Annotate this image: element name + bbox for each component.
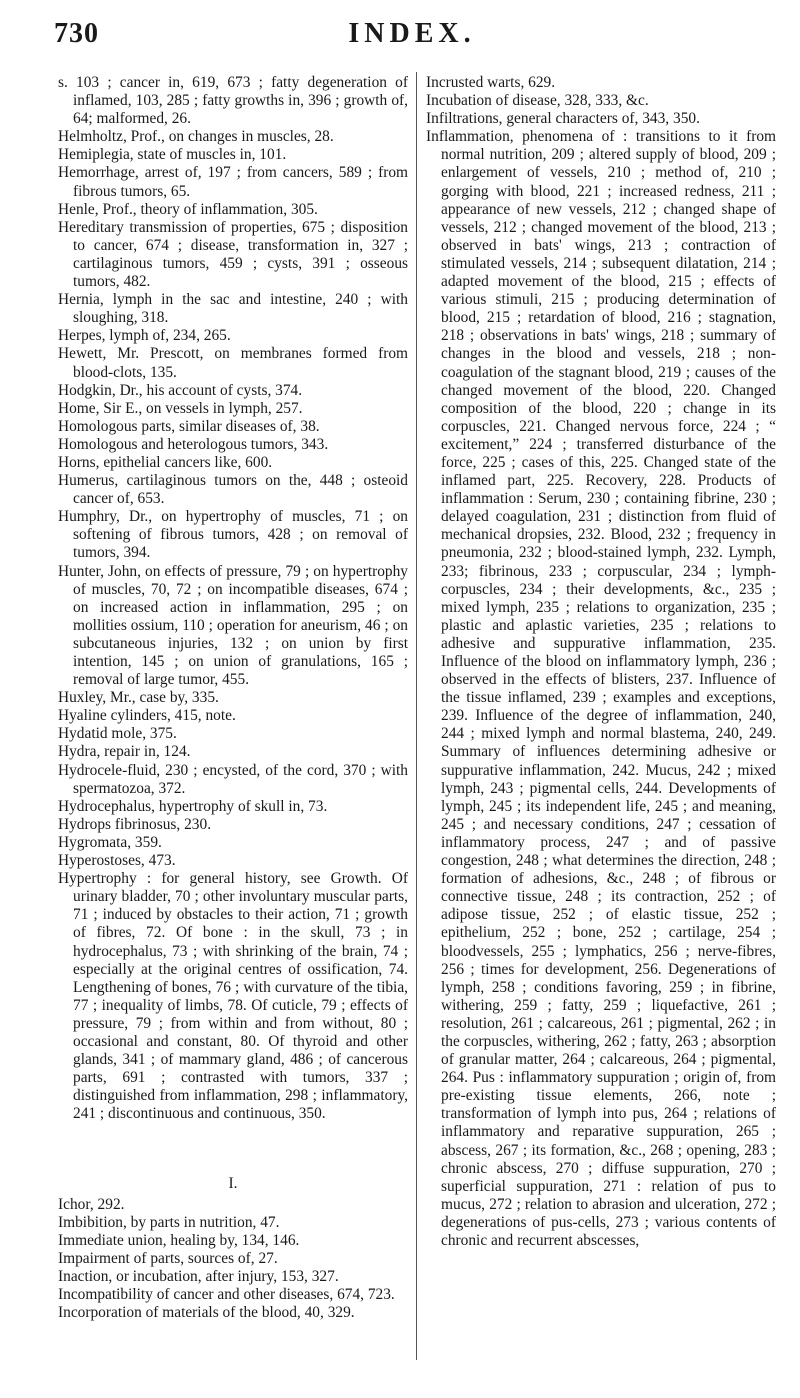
index-entry: Horns, epithelial cancers like, 600. xyxy=(58,453,273,471)
index-entry: Incorporation of materials of the blood, 40, 329. xyxy=(58,1304,355,1322)
index-entry: Hemorrhage, arrest of, 197 ; from cancers, 589 ; from fibrous tumors, 65. xyxy=(58,164,408,200)
index-entry: Hyperostoses, 473. xyxy=(58,852,176,870)
index-entry: Humerus, cartilaginous tumors on the, 448 ; osteoid cancer of, 653. xyxy=(58,472,408,508)
index-entry-inflammation: Inflammation, phenomena of : transitions to it from normal nutrition, 209 ; altered supply of blood, 209 ; enlargement of vessels, 210 ; method of, 210 ; gorging with blood, 221 ; increased redness, 211 ; appearance of new vessels, 212 ; changed shape of vessels, 212 ; changed movement of the blood, 213 ; observed in bats' wings, 213 ; contraction of stimulated vessels, 214 ; subsequent dilatation, 214 ; adapted movement of the blood, 215 ; effects of various stimuli, 215 ; producing determination of blood, 215 ; retardation of blood, 216 ; stagnation, 218 ; observations in bats' wings, 218 ; summary of changes in the blood and vessels, 218 ; non-coagulation of the stagnant blood, 219 ; causes of the changed movement of the blood, 220. Changed composition of the blood, 220 ; change in its corpuscles, 221. Changed nervous force, 224 ; “ excitement,” 224 ; transferred disturbance of the force, 225 ; cases of this, 225. Changed state of the inflamed part, 225. Recovery, 228. Products of inflammation : Serum, 230 ; containing fibrine, 230 ; delayed coagulation, 231 ; distinction from fluid of mechanical dropsies, 232. Blood, 232 ; frequency in pneumonia, 232 ; blood-stained lymph, 232. Lymph, 233; fibrinous, 233 ; corpuscular, 234 ; lymph-corpuscles, 234 ; their developments, &c., 235 ; mixed lymph, 235 ; relations to organization, 235 ; plastic and aplastic varieties, 235 ; relations to adhesive and suppurative inflammation, 235. Influence of the blood on inflammatory lymph, 236 ; observed in the effects of blisters, 237. Influence of the tissue inflamed, 239 ; examples and exceptions, 239. Influence of the degree of inflammation, 240, 244 ; mixed lymph and normal blastema, 240, 249. Summary of influences determining adhesive or suppurative inflammation, 242. Mucus, 242 ; mixed lymph, 243 ; pigmental cells, 244. Developments of lymph, 245 ; its independent life, 245 ; and meaning, 245 ; and necessary conditions, 247 ; cessation of inflammatory process, 247 ; and of passive congestion, 248 ; what determines the direction, 248 ; formation of adhesions, &c., 248 ; of fibrous or connective tissue, 248 ; its contraction, 252 ; of adipose tissue, 252 ; of elastic tissue, 252 ; epithelium, 252 ; bone, 252 ; cartilage, 254 ; bloodvessels, 255 ; lymphatics, 256 ; nerve-fibres, 256 ; times for development, 256. Degenerations of lymph, 258 ; conditions favoring, 259 ; in fibrine, withering, 259 ; fatty, 259 ; liquefactive, 261 ; resolution, 261 ; calcareous, 261 ; pigmental, 262 ; in the corpuscles, withering, 262 ; fatty, 263 ; absorption of granular matter, 264 ; calcareous, 264 ; pigmental, 264. Pus : inflammatory suppuration ; origin of, from pre-existing tissue elements, 266, note ; transformation of lymph into pus, 264 ; relations of inflammatory and reparative suppuration, 265 ; abscess, 267 ; its formation, &c., 268 ; opening, 283 ; chronic abscess, 270 ; diffuse suppuration, 270 ; superficial suppuration, 271 : relation of pus to mucus, 272 ; relation to abrasion and ulceration, 272 ; degenerations of pus-cells, 273 ; various contents of chronic and recurrent abscesses, xyxy=(426,128,776,1249)
index-entry: Incompatibility of cancer and other diseases, 674, 723. xyxy=(58,1286,395,1303)
index-entry: Incubation of disease, 328, 333, &c. xyxy=(426,92,649,110)
index-entry: Hunter, John, on effects of pressure, 79 ; on hypertrophy of muscles, 70, 72 ; on incompatible diseases, 674 ; on increased action in inflammation, 295 ; on mollities ossium, 110 ; operation for aneurism, 46 ; on subcutaneous injuries, 132 ; on union by first intention, 145 ; on union of granulations, 165 ; removal of large tumor, 455. xyxy=(58,562,408,689)
index-entry: Henle, Prof., theory of inflammation, 305. xyxy=(58,200,318,218)
index-entry: Hydrops fibrinosus, 230. xyxy=(58,815,212,833)
index-entry: Home, Sir E., on vessels in lymph, 257. xyxy=(58,399,303,417)
index-entry: Hewett, Mr. Prescott, on membranes formed from blood-clots, 135. xyxy=(58,345,408,381)
index-entry: Hyaline cylinders, 415, note. xyxy=(58,707,236,725)
index-entry: Hereditary transmission of properties, 675 ; disposition to cancer, 674 ; disease, transformation in, 327 ; cartilaginous tumors, 459 ; cysts, 391 ; osseous tumors, 482. xyxy=(58,218,408,291)
index-entry: Ichor, 292. xyxy=(58,1195,125,1213)
column-divider xyxy=(416,72,417,1360)
page-number: 730 xyxy=(54,18,99,49)
index-entry: Helmholtz, Prof., on changes in muscles, 28. xyxy=(58,128,334,146)
index-entry: s. 103 ; cancer in, 619, 673 ; fatty degeneration of inflamed, 103, 285 ; fatty growths in, 396 ; growth of, 64; malformed, 26. xyxy=(58,74,408,128)
index-entry: Infiltrations, general characters of, 343, 350. xyxy=(426,110,700,128)
index-entry: Humphry, Dr., on hypertrophy of muscles, 71 ; on softening of fibrous tumors, 428 ; on removal of tumors, 394. xyxy=(58,508,408,562)
index-entry: Hydatid mole, 375. xyxy=(58,725,177,743)
index-entry: Hydrocephalus, hypertrophy of skull in, 73. xyxy=(58,797,328,815)
index-entry: Homologous parts, similar diseases of, 38. xyxy=(58,417,320,435)
index-entry: Hernia, lymph in the sac and intestine, 240 ; with sloughing, 318. xyxy=(58,291,408,327)
index-entry: Hodgkin, Dr., his account of cysts, 374. xyxy=(58,381,303,399)
entries-i xyxy=(58,1196,408,1323)
index-entry: Imbibition, by parts in nutrition, 47. xyxy=(58,1213,280,1231)
page-header xyxy=(54,18,730,54)
index-entry: Hydrocele-fluid, 230 ; encysted, of the cord, 370 ; with spermatozoa, 372. xyxy=(58,761,408,797)
index-entry: Inaction, or incubation, after injury, 153, 327. xyxy=(58,1267,339,1285)
index-entry: Hygromata, 359. xyxy=(58,833,162,851)
index-entry: Huxley, Mr., case by, 335. xyxy=(58,689,219,707)
index-entry: Impairment of parts, sources of, 27. xyxy=(58,1249,278,1267)
section-letter-i: I. xyxy=(228,1175,238,1193)
index-entry: Immediate union, healing by, 134, 146. xyxy=(58,1231,300,1249)
entries-h xyxy=(58,74,408,1123)
left-column xyxy=(58,74,408,1322)
index-entry: Hemiplegia, state of muscles in, 101. xyxy=(58,146,287,164)
index-entry: Hydra, repair in, 124. xyxy=(58,743,191,761)
index-entry: Herpes, lymph of, 234, 265. xyxy=(58,327,231,345)
index-entry: Hypertrophy : for general history, see Growth. Of urinary bladder, 70 ; other involuntary muscular parts, 71 ; induced by obstacles to their action, 71 ; growth of fibres, 72. Of bone : in the skull, 73 ; in hydrocephalus, 73 ; with shrinking of the brain, 74 ; especially at the original centres of ossification, 74. Lengthening of bones, 76 ; with curvature of the tibia, 77 ; inequality of limbs, 78. Of cuticle, 79 ; effects of pressure, 79 ; from within and from without, 80 ; occasional and constant, 80. Of thyroid and other glands, 341 ; of mammary gland, 486 ; of cancerous parts, 691 ; contrasted with tumors, 337 ; distinguished from inflammation, 298 ; inflammatory, 241 ; discontinuous and continuous, 350. xyxy=(58,870,408,1123)
index-entry: Homologous and heterologous tumors, 343. xyxy=(58,435,329,453)
right-column xyxy=(426,74,776,1250)
running-title: INDEX. xyxy=(348,18,476,49)
index-entry: Incrusted warts, 629. xyxy=(426,74,556,91)
